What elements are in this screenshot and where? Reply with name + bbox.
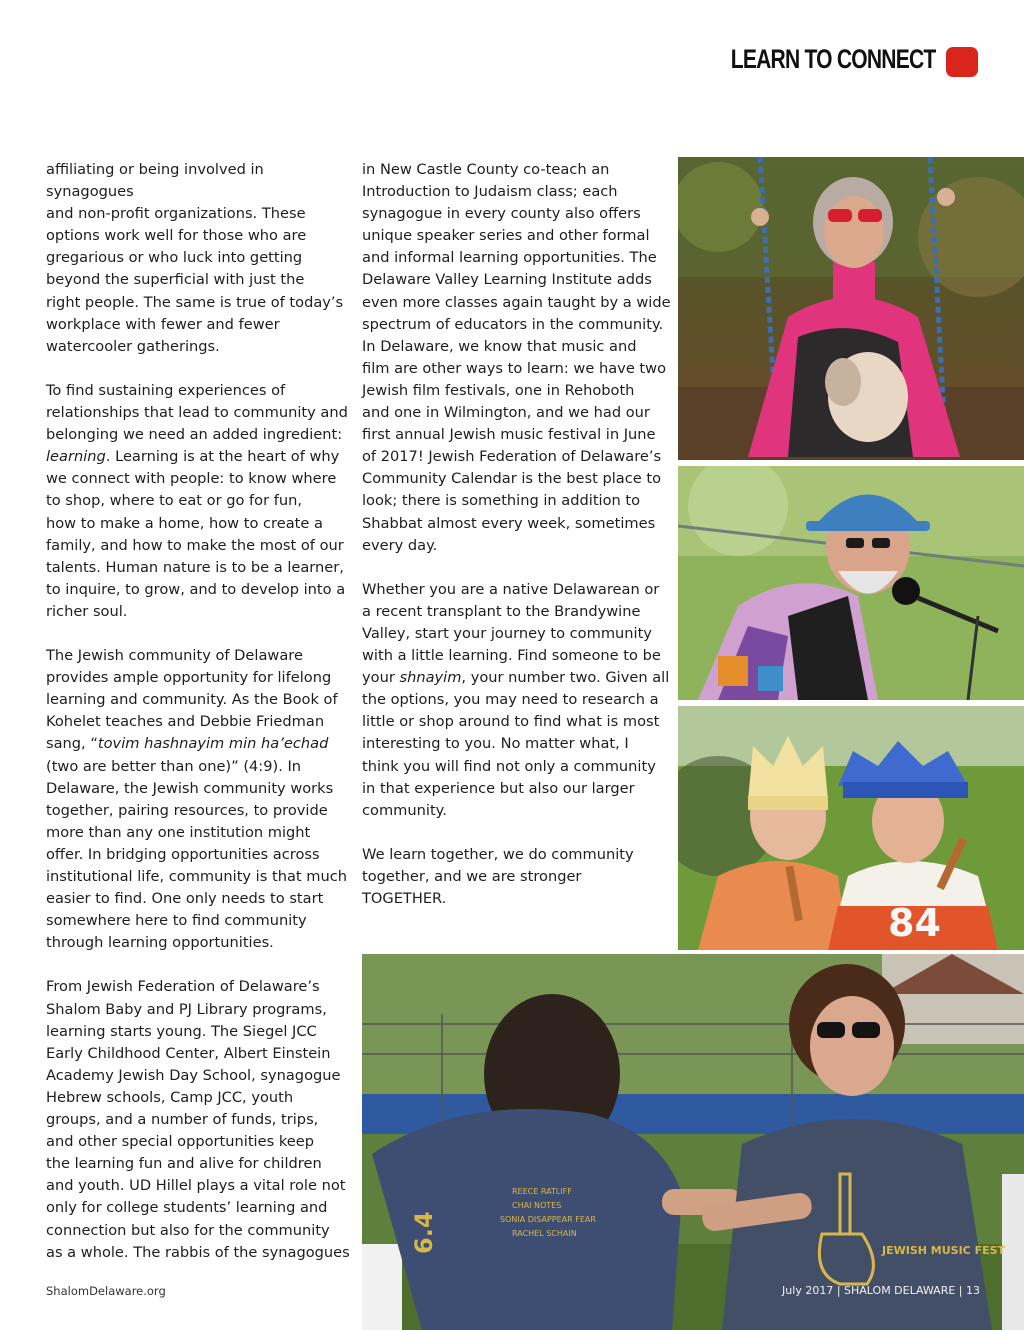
paragraph: We learn together, we do community together, and we are stronger TOGETHER.	[362, 845, 634, 908]
shirt-lineup-1: REECE RATLIFF	[512, 1187, 572, 1196]
paragraph: The Jewish community of Delaware provides ample opportunity for lifelong learning and community. As the Book of Kohelet teaches and Debbie Friedman sang, “tovim hashnayim min ha’echad (two are better than one)” (4:9). In Delaware, the Jewish community works together, pairing resources, to provide more than any one institution might offer. In bridging opportunities across institutional life, community is that much easier to find. One only needs to start somewhere here to find community through learning opportunities.	[46, 647, 347, 952]
footer-issue-info: July 2017 | SHALOM DELAWARE | 13	[782, 1284, 980, 1297]
paragraph: Whether you are a native Delawarean or a recent transplant to the Brandywine Valley, start your journey to community with a little learning. Find someone to be your shnayim, your number two. Given all the options, you may need to research a little or shop around to find what is most interesting to you. No matter what, I think you will find not only a community in that experience but also our larger community.	[362, 580, 670, 819]
shirt-date-text: 6.4	[410, 1211, 438, 1254]
article-column-2	[362, 159, 672, 932]
emphasis: shnayim	[399, 669, 462, 687]
footer-website: ShalomDelaware.org	[46, 1284, 166, 1298]
section-tab-marker	[946, 47, 978, 77]
shirt-lineup-2: CHAI NOTES	[512, 1201, 562, 1210]
emphasis: tovim hashnayim min ha’echad	[97, 735, 329, 753]
paragraph: From Jewish Federation of Delaware’s Shalom Baby and PJ Library programs, learning starts young. The Siegel JCC Early Childhood Center, Albert Einstein Academy Jewish Day School, synagogue Hebrew schools, Camp JCC, youth groups, and a number of funds, trips, and other special opportunities keep the learning fun and alive for children and youth. UD Hillel plays a vital role not only for college students’ learning and connection but also for the community as a whole. The rabbis of the synagogues	[46, 978, 350, 1261]
shirt-lineup-3: SONIA DISAPPEAR FEAR	[500, 1215, 596, 1224]
photo-women-dancing-music-festival	[362, 954, 1024, 1330]
paragraph: affiliating or being involved in synagogues and non-profit organizations. These options work well for those who are gregarious or who luck into getting beyond the superficial with just the right people. The same is true of today’s workplace with fewer and fewer watercooler gatherings.	[46, 161, 344, 355]
photo-musician-with-microphone	[678, 466, 1024, 700]
photo-children-with-crowns	[678, 706, 1024, 950]
shirt-festival-text: JEWISH MUSIC FEST	[882, 1244, 1006, 1257]
section-title: LEARN TO CONNECT	[731, 44, 936, 74]
photo-woman-on-swing	[678, 157, 1024, 460]
emphasis: learning	[46, 448, 106, 466]
article-column-1	[46, 159, 356, 1286]
kid-shirt-number: 84	[888, 901, 941, 945]
shirt-lineup-4: RACHEL SCHAIN	[512, 1229, 577, 1238]
paragraph: in New Castle County co-teach an Introduction to Judaism class; each synagogue in every county also offers unique speaker series and other formal and informal learning opportunities. The Delaware Valley Learning Institute adds even more classes again taught by a wide spectrum of educators in the community. In Delaware, we know that music and film are other ways to learn: we have two Jewish film festivals, one in Rehoboth and one in Wilmington, and we had our first annual Jewish music festival in June of 2017! Jewish Federation of Delaware’s Community Calendar is the best place to look; there is something in addition to Shabbat almost every week, sometimes every day.	[362, 161, 671, 554]
paragraph: To find sustaining experiences of relationships that lead to community and belonging we need an added ingredient: learning. Learning is at the heart of why we connect with people: to know where to shop, where to eat or go for fun, how to make a home, how to create a family, and how to make the most of our talents. Human nature is to be a learner, to inquire, to grow, and to develop into a richer soul.	[46, 381, 348, 620]
